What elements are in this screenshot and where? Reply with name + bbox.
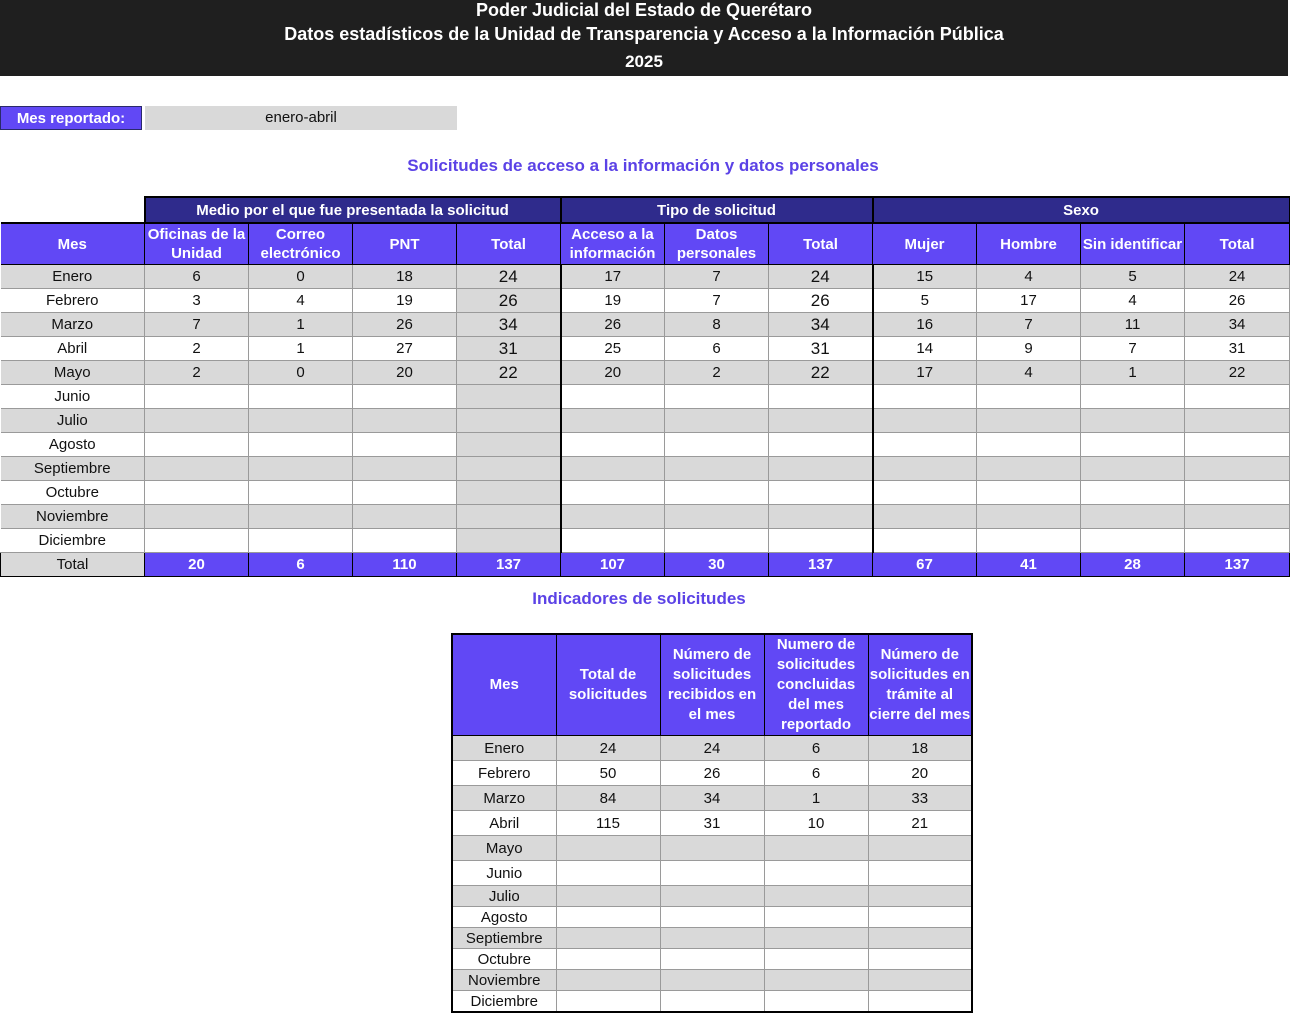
value-cell[interactable] [769, 409, 873, 433]
value-cell[interactable]: 31 [769, 337, 873, 361]
value-cell[interactable]: 1 [764, 786, 868, 811]
value-cell[interactable] [660, 886, 764, 907]
table-row [452, 736, 972, 761]
indicators-section-title: Indicadores de solicitudes [532, 589, 746, 608]
total-cell[interactable]: 107 [561, 553, 665, 577]
value-cell[interactable]: 18 [353, 265, 457, 289]
table-row [452, 991, 972, 1013]
value-cell[interactable] [977, 505, 1081, 529]
value-cell[interactable]: 14 [873, 337, 977, 361]
total-cell[interactable]: 137 [769, 553, 873, 577]
month-cell[interactable]: Octubre [1, 481, 145, 505]
value-cell[interactable] [868, 861, 972, 886]
value-cell[interactable]: 11 [1081, 313, 1185, 337]
value-cell[interactable] [660, 949, 764, 970]
column-header: Total [457, 223, 561, 265]
value-cell[interactable] [145, 385, 249, 409]
value-cell[interactable] [1185, 433, 1290, 457]
value-cell[interactable]: 6 [764, 761, 868, 786]
value-cell[interactable] [457, 385, 561, 409]
value-cell[interactable]: 20 [353, 361, 457, 385]
column-header: Total [1185, 223, 1290, 265]
value-cell[interactable]: 7 [665, 265, 769, 289]
column-header: Numero de solicitudes concluidas del mes reportado [764, 634, 868, 736]
value-cell[interactable]: 19 [353, 289, 457, 313]
value-cell[interactable]: 24 [660, 736, 764, 761]
value-cell[interactable] [1081, 433, 1185, 457]
group-header-empty [1, 197, 145, 223]
column-header: Sin identificar [1081, 223, 1185, 265]
month-cell[interactable]: Julio [1, 409, 145, 433]
value-cell[interactable]: 22 [769, 361, 873, 385]
value-cell[interactable] [764, 949, 868, 970]
value-cell[interactable]: 24 [457, 265, 561, 289]
value-cell[interactable] [665, 409, 769, 433]
value-cell[interactable]: 4 [1081, 289, 1185, 313]
value-cell[interactable]: 26 [660, 761, 764, 786]
table-row [452, 886, 972, 907]
value-cell[interactable] [561, 457, 665, 481]
report-banner [0, 0, 1288, 76]
table-row [452, 861, 972, 886]
value-cell[interactable] [556, 991, 660, 1013]
value-cell[interactable]: 20 [561, 361, 665, 385]
value-cell[interactable] [660, 836, 764, 861]
value-cell[interactable] [457, 457, 561, 481]
table-row [1, 529, 1290, 553]
value-cell[interactable] [665, 385, 769, 409]
value-cell[interactable] [764, 928, 868, 949]
total-cell[interactable]: 137 [457, 553, 561, 577]
value-cell[interactable] [764, 861, 868, 886]
value-cell[interactable]: 4 [977, 265, 1081, 289]
value-cell[interactable] [249, 481, 353, 505]
column-header: Datos personales [665, 223, 769, 265]
value-cell[interactable] [868, 970, 972, 991]
value-cell[interactable]: 19 [561, 289, 665, 313]
month-cell[interactable]: Octubre [452, 949, 556, 970]
value-cell[interactable]: 3 [145, 289, 249, 313]
month-cell[interactable]: Abril [1, 337, 145, 361]
value-cell[interactable]: 9 [977, 337, 1081, 361]
value-cell[interactable] [457, 529, 561, 553]
total-cell[interactable]: 137 [1185, 553, 1290, 577]
value-cell[interactable] [660, 970, 764, 991]
value-cell[interactable] [764, 886, 868, 907]
value-cell[interactable] [769, 505, 873, 529]
month-cell[interactable]: Mayo [452, 836, 556, 861]
value-cell[interactable]: 31 [457, 337, 561, 361]
value-cell[interactable]: 7 [665, 289, 769, 313]
value-cell[interactable]: 24 [556, 736, 660, 761]
column-header: Total de solicitudes [556, 634, 660, 736]
value-cell[interactable] [873, 433, 977, 457]
value-cell[interactable] [556, 886, 660, 907]
value-cell[interactable] [561, 505, 665, 529]
value-cell[interactable] [868, 836, 972, 861]
value-cell[interactable]: 50 [556, 761, 660, 786]
value-cell[interactable]: 6 [764, 736, 868, 761]
value-cell[interactable] [556, 836, 660, 861]
requests-table [0, 196, 1290, 577]
value-cell[interactable] [977, 457, 1081, 481]
value-cell[interactable]: 26 [769, 289, 873, 313]
requests-section-title: Solicitudes de acceso a la información y datos personales [407, 156, 879, 175]
value-cell[interactable]: 4 [249, 289, 353, 313]
value-cell[interactable] [1185, 529, 1290, 553]
value-cell[interactable] [145, 457, 249, 481]
table-row [1, 265, 1290, 289]
value-cell[interactable] [353, 433, 457, 457]
value-cell[interactable] [249, 505, 353, 529]
table-row [452, 786, 972, 811]
value-cell[interactable] [249, 457, 353, 481]
column-header: Número de solicitudes en trámite al cierre del mes [868, 634, 972, 736]
value-cell[interactable] [145, 409, 249, 433]
value-cell[interactable] [660, 861, 764, 886]
value-cell[interactable]: 31 [1185, 337, 1290, 361]
total-cell[interactable]: 41 [977, 553, 1081, 577]
table-row [1, 433, 1290, 457]
value-cell[interactable] [1185, 481, 1290, 505]
value-cell[interactable] [249, 409, 353, 433]
value-cell[interactable] [873, 529, 977, 553]
value-cell[interactable] [873, 385, 977, 409]
month-cell[interactable]: Junio [1, 385, 145, 409]
value-cell[interactable]: 34 [660, 786, 764, 811]
table-row [1, 481, 1290, 505]
value-cell[interactable]: 16 [873, 313, 977, 337]
value-cell[interactable]: 6 [145, 265, 249, 289]
value-cell[interactable] [145, 529, 249, 553]
value-cell[interactable]: 115 [556, 811, 660, 836]
value-cell[interactable]: 0 [249, 265, 353, 289]
column-header-mes: Mes [1, 223, 145, 265]
group-header-medium: Medio por el que fue presentada la solicitud [145, 197, 561, 223]
value-cell[interactable] [561, 433, 665, 457]
month-cell[interactable]: Noviembre [1, 505, 145, 529]
value-cell[interactable]: 26 [457, 289, 561, 313]
total-cell[interactable]: 67 [873, 553, 977, 577]
value-cell[interactable] [977, 385, 1081, 409]
month-cell[interactable]: Febrero [452, 761, 556, 786]
month-cell[interactable]: Junio [452, 861, 556, 886]
total-row [1, 553, 1290, 577]
table-row [452, 836, 972, 861]
value-cell[interactable] [769, 385, 873, 409]
table-row [1, 361, 1290, 385]
value-cell[interactable] [457, 505, 561, 529]
value-cell[interactable] [353, 481, 457, 505]
value-cell[interactable]: 34 [457, 313, 561, 337]
group-header-type: Tipo de solicitud [561, 197, 873, 223]
value-cell[interactable] [145, 505, 249, 529]
value-cell[interactable] [665, 481, 769, 505]
value-cell[interactable]: 20 [868, 761, 972, 786]
value-cell[interactable]: 5 [1081, 265, 1185, 289]
value-cell[interactable] [561, 529, 665, 553]
value-cell[interactable]: 18 [868, 736, 972, 761]
value-cell[interactable] [764, 970, 868, 991]
value-cell[interactable]: 34 [1185, 313, 1290, 337]
indicators-table [451, 633, 973, 1013]
column-header: Mujer [873, 223, 977, 265]
value-cell[interactable]: 2 [145, 337, 249, 361]
value-cell[interactable] [868, 928, 972, 949]
value-cell[interactable] [561, 385, 665, 409]
value-cell[interactable]: 7 [145, 313, 249, 337]
value-cell[interactable] [977, 409, 1081, 433]
value-cell[interactable] [353, 529, 457, 553]
value-cell[interactable]: 7 [1081, 337, 1185, 361]
value-cell[interactable] [873, 409, 977, 433]
reported-month-value[interactable]: enero-abril [145, 106, 457, 130]
value-cell[interactable] [868, 886, 972, 907]
value-cell[interactable] [145, 481, 249, 505]
value-cell[interactable] [556, 970, 660, 991]
value-cell[interactable] [353, 505, 457, 529]
report-title: Datos estadísticos de la Unidad de Transparencia y Acceso a la Información Pública [284, 24, 1004, 44]
table-row [1, 337, 1290, 361]
value-cell[interactable] [868, 907, 972, 928]
month-cell[interactable]: Septiembre [1, 457, 145, 481]
value-cell[interactable]: 22 [1185, 361, 1290, 385]
value-cell[interactable]: 17 [561, 265, 665, 289]
value-cell[interactable]: 7 [977, 313, 1081, 337]
value-cell[interactable] [353, 457, 457, 481]
value-cell[interactable] [764, 991, 868, 1013]
reported-month-label: Mes reportado: [0, 106, 142, 130]
value-cell[interactable] [868, 949, 972, 970]
month-cell[interactable]: Agosto [1, 433, 145, 457]
table-row [1, 457, 1290, 481]
column-header: Hombre [977, 223, 1081, 265]
column-header: Correo electrónico [249, 223, 353, 265]
month-cell[interactable]: Abril [452, 811, 556, 836]
report-year: 2025 [625, 52, 663, 71]
value-cell[interactable] [665, 529, 769, 553]
column-header: Acceso a la información [561, 223, 665, 265]
value-cell[interactable]: 17 [977, 289, 1081, 313]
value-cell[interactable] [868, 991, 972, 1013]
month-cell[interactable]: Febrero [1, 289, 145, 313]
value-cell[interactable] [1081, 481, 1185, 505]
month-cell[interactable]: Diciembre [1, 529, 145, 553]
table-row [1, 505, 1290, 529]
value-cell[interactable] [353, 385, 457, 409]
column-header: Número de solicitudes recibidos en el mes [660, 634, 764, 736]
value-cell[interactable] [1081, 529, 1185, 553]
total-cell[interactable]: 6 [249, 553, 353, 577]
value-cell[interactable] [1081, 457, 1185, 481]
value-cell[interactable] [660, 928, 764, 949]
value-cell[interactable]: 1 [1081, 361, 1185, 385]
table-row [452, 970, 972, 991]
value-cell[interactable] [769, 481, 873, 505]
total-label[interactable]: Total [1, 553, 145, 577]
month-cell[interactable]: Septiembre [452, 928, 556, 949]
value-cell[interactable] [665, 505, 769, 529]
value-cell[interactable]: 26 [1185, 289, 1290, 313]
table-row [1, 385, 1290, 409]
value-cell[interactable] [1081, 385, 1185, 409]
month-cell[interactable]: Enero [1, 265, 145, 289]
value-cell[interactable]: 4 [977, 361, 1081, 385]
value-cell[interactable]: 2 [145, 361, 249, 385]
column-header-mes: Mes [452, 634, 556, 736]
value-cell[interactable]: 24 [769, 265, 873, 289]
table-row [1, 313, 1290, 337]
value-cell[interactable]: 15 [873, 265, 977, 289]
month-cell[interactable]: Marzo [452, 786, 556, 811]
month-cell[interactable]: Noviembre [452, 970, 556, 991]
institution-title: Poder Judicial del Estado de Querétaro [475, 0, 813, 20]
value-cell[interactable] [457, 409, 561, 433]
value-cell[interactable]: 21 [868, 811, 972, 836]
value-cell[interactable]: 25 [561, 337, 665, 361]
value-cell[interactable] [769, 457, 873, 481]
value-cell[interactable] [561, 481, 665, 505]
value-cell[interactable] [873, 481, 977, 505]
column-header: PNT [353, 223, 457, 265]
value-cell[interactable] [873, 505, 977, 529]
month-cell[interactable]: Julio [452, 886, 556, 907]
value-cell[interactable] [977, 433, 1081, 457]
value-cell[interactable] [764, 907, 868, 928]
value-cell[interactable]: 24 [1185, 265, 1290, 289]
value-cell[interactable]: 8 [665, 313, 769, 337]
value-cell[interactable]: 27 [353, 337, 457, 361]
table-row [1, 409, 1290, 433]
value-cell[interactable] [457, 433, 561, 457]
total-cell[interactable]: 20 [145, 553, 249, 577]
month-cell[interactable]: Marzo [1, 313, 145, 337]
value-cell[interactable] [353, 409, 457, 433]
value-cell[interactable]: 31 [660, 811, 764, 836]
value-cell[interactable] [1185, 457, 1290, 481]
month-cell[interactable]: Diciembre [452, 991, 556, 1013]
value-cell[interactable]: 0 [249, 361, 353, 385]
value-cell[interactable] [977, 481, 1081, 505]
value-cell[interactable] [145, 433, 249, 457]
value-cell[interactable] [556, 861, 660, 886]
month-cell[interactable]: Agosto [452, 907, 556, 928]
value-cell[interactable]: 22 [457, 361, 561, 385]
table-row [452, 928, 972, 949]
value-cell[interactable] [249, 385, 353, 409]
value-cell[interactable]: 6 [665, 337, 769, 361]
value-cell[interactable] [665, 433, 769, 457]
value-cell[interactable] [660, 907, 764, 928]
total-cell[interactable]: 110 [353, 553, 457, 577]
value-cell[interactable]: 1 [249, 337, 353, 361]
table-row [1, 289, 1290, 313]
value-cell[interactable] [249, 433, 353, 457]
total-cell[interactable]: 28 [1081, 553, 1185, 577]
value-cell[interactable] [1081, 409, 1185, 433]
value-cell[interactable] [556, 907, 660, 928]
value-cell[interactable] [1185, 409, 1290, 433]
column-header: Total [769, 223, 873, 265]
value-cell[interactable] [977, 529, 1081, 553]
table-row [452, 811, 972, 836]
table-row [452, 949, 972, 970]
value-cell[interactable]: 26 [353, 313, 457, 337]
column-header: Oficinas de la Unidad [145, 223, 249, 265]
value-cell[interactable]: 2 [665, 361, 769, 385]
value-cell[interactable] [665, 457, 769, 481]
value-cell[interactable]: 33 [868, 786, 972, 811]
group-header-sex: Sexo [873, 197, 1290, 223]
value-cell[interactable]: 84 [556, 786, 660, 811]
value-cell[interactable]: 26 [561, 313, 665, 337]
value-cell[interactable] [660, 991, 764, 1013]
value-cell[interactable] [764, 836, 868, 861]
value-cell[interactable] [457, 481, 561, 505]
value-cell[interactable]: 34 [769, 313, 873, 337]
value-cell[interactable] [249, 529, 353, 553]
value-cell[interactable] [1185, 505, 1290, 529]
total-cell[interactable]: 30 [665, 553, 769, 577]
value-cell[interactable] [556, 949, 660, 970]
value-cell[interactable]: 1 [249, 313, 353, 337]
value-cell[interactable] [873, 457, 977, 481]
table-row [452, 761, 972, 786]
value-cell[interactable] [556, 928, 660, 949]
value-cell[interactable]: 17 [873, 361, 977, 385]
value-cell[interactable]: 10 [764, 811, 868, 836]
value-cell[interactable] [769, 529, 873, 553]
value-cell[interactable] [561, 409, 665, 433]
month-cell[interactable]: Enero [452, 736, 556, 761]
value-cell[interactable]: 5 [873, 289, 977, 313]
month-cell[interactable]: Mayo [1, 361, 145, 385]
value-cell[interactable] [1081, 505, 1185, 529]
value-cell[interactable] [769, 433, 873, 457]
table-row [452, 907, 972, 928]
value-cell[interactable] [1185, 385, 1290, 409]
